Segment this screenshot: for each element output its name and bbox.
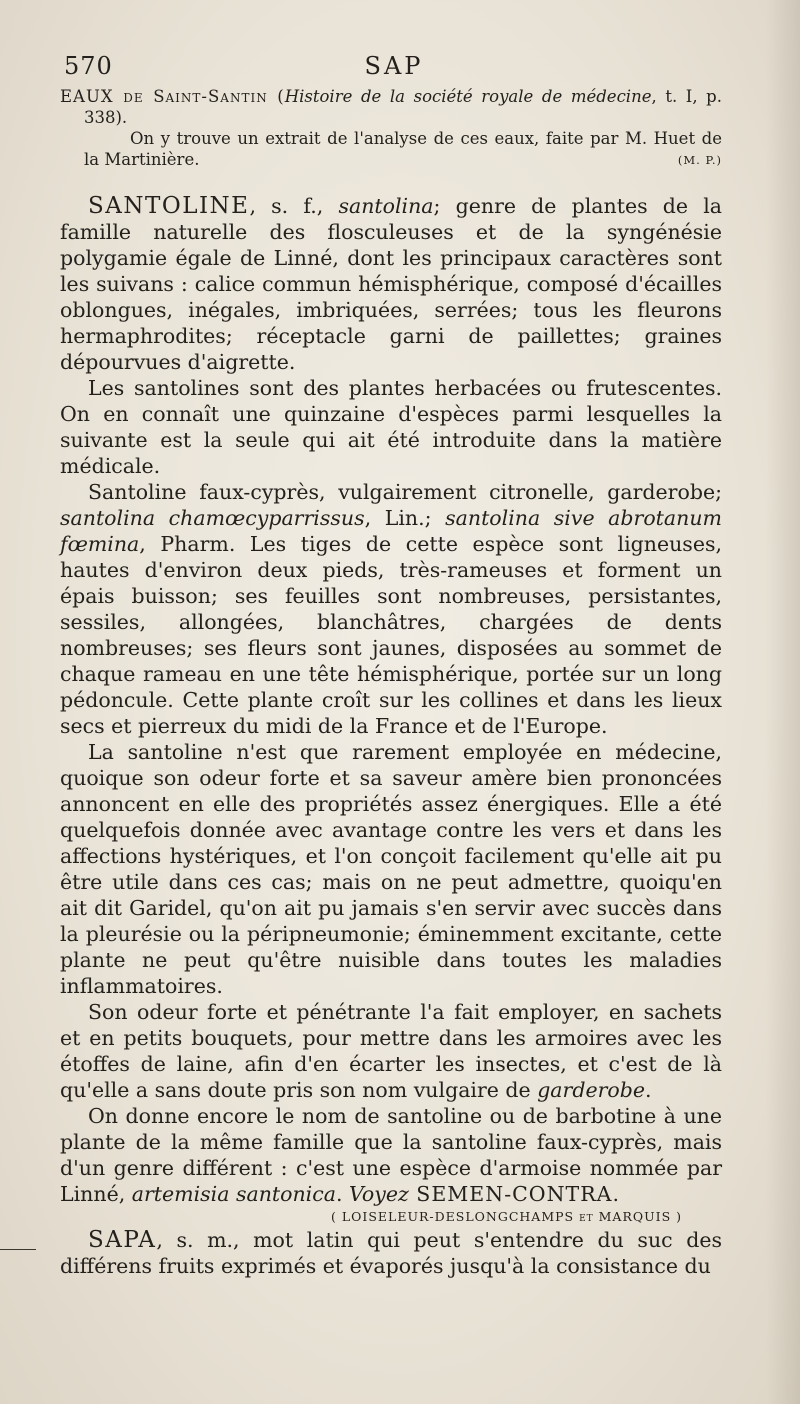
previous-entry-end: [60, 86, 722, 171]
santoline-paragraph-5: Son odeur forte et pénétrante l'a fait employer, en sachets et en petits bouquets, pour mettre dans les armoires avec les étoffes de laine, afin d'en écarter les insectes, et c'est de là qu'elle a sans doute pris son nom vulgaire de garderobe.: [60, 1000, 722, 1102]
santoline-paragraph-2: Les santolines sont des plantes herbacées ou frutescentes. On en connaît une quinzaine d'espèces parmi lesquelles la suivante est la seule qui ait été introduite dans la matière médicale.: [60, 376, 722, 478]
headword-sapa: SAPA: [88, 1227, 157, 1253]
running-head: SAP: [364, 52, 424, 80]
page-header: [64, 52, 724, 88]
page-number: 570: [64, 52, 113, 80]
margin-mark: [0, 1249, 36, 1250]
entry-sapa: SAPA, s. m., mot latin qui peut s'entendre du suc des différens fruits exprimés et évaporés jusqu'à la consistance du: [60, 1227, 722, 1278]
note-signature: (M. P.): [677, 153, 722, 167]
page-edge-shadow: [766, 0, 800, 1404]
note-paragraph-2: On y trouve un extrait de l'analyse de ces eaux, faite par M. Huet de la Martinière.: [84, 129, 722, 169]
santoline-definition: SANTOLINE, s. f., santolina; genre de plantes de la famille naturelle des flosculeuses et de la syngénésie polygamie égale de Linné, dont les principaux caractères sont les suivans : calice commun hémisphérique, composé d'écailles oblongues, inégales, imbriquées, serrées; tous les fleurons hermaphrodites; réceptacle garni de paillettes; graines dépourvues d'aigrette.: [60, 193, 722, 374]
santoline-paragraph-3: Santoline faux-cyprès, vulgairement citronelle, garderobe; santolina chamœcyparrissus, Lin.; santolina sive abrotanum fœmina, Pharm. Les tiges de cette espèce sont ligneuses, hautes d'environ deux pieds, très-rameuses et forment un épais buisson; ses feuilles sont nombreuses, persistantes, sessiles, allongées, blanchâtres, chargées de dents nombreuses; ses fleurs sont jaunes, disposées au sommet de chaque rameau en une tête hémisphérique, portée sur un long pédoncule. Cette plante croît sur les collines et dans les lieux secs et pierreux du midi de la France et de l'Europe.: [60, 480, 722, 738]
page-body: [60, 86, 722, 1279]
headword-santoline: SANTOLINE: [88, 193, 250, 219]
entry-santoline: [60, 193, 722, 1279]
santoline-paragraph-4: La santoline n'est que rarement employée en médecine, quoique son odeur forte et sa saveur amère bien prononcées annoncent en elle des propriétés assez énergiques. Elle a été quelquefois donnée avec avantage contre les vers et dans les affections hystériques, et l'on conçoit facilement qu'elle ait pu être utile dans ces cas; mais on ne peut admettre, quoiqu'en ait dit Garidel, qu'on ait pu jamais s'en servir avec succès dans la pleurésie ou la péripneumonie; éminemment excitante, cette plante ne peut qu'être nuisible dans toutes les maladies inflammatoires.: [60, 740, 722, 998]
santoline-signature: ( LOISELEUR-DESLONGCHAMPS et MARQUIS ): [331, 1209, 682, 1224]
santoline-paragraph-6: On donne encore le nom de santoline ou de barbotine à une plante de la même famille que la santoline faux-cyprès, mais d'un genre différent : c'est une espèce d'armoise nommée par Linné, artemisia santonica. Voyez SEMEN-CONTRA.: [60, 1104, 722, 1206]
note-paragraph-1: EAUX de Saint-Santin (Histoire de la société royale de médecine, t. I, p. 338).: [60, 87, 722, 127]
